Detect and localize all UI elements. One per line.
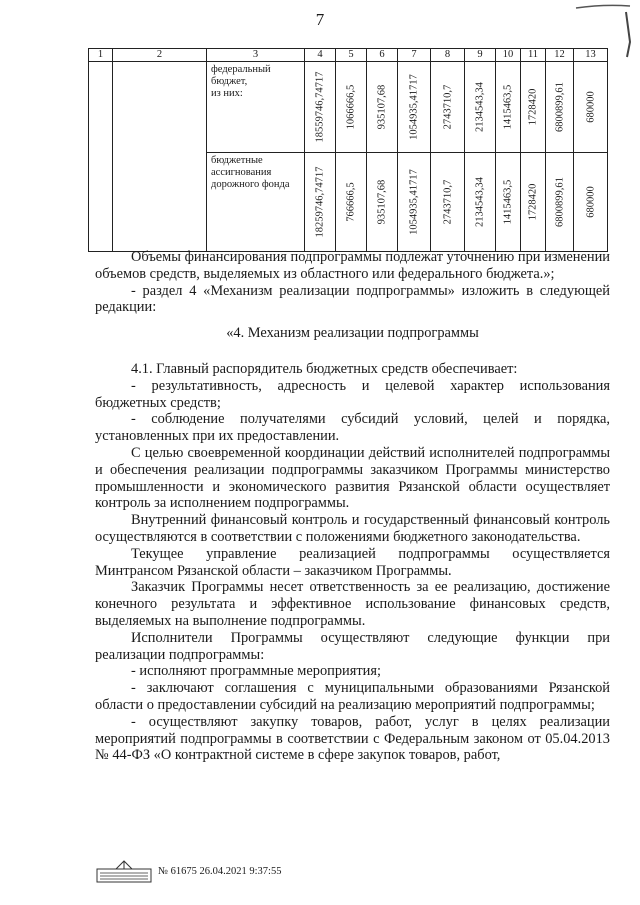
cell-value: 6800899,61 [554,82,565,132]
value-cell [465,153,496,252]
cell-value: 1415463,5 [502,84,514,130]
row-label [207,62,305,153]
column-number: 11 [521,49,546,62]
cell-value: 1728420 [527,183,539,221]
value-cell [546,62,574,153]
cell-value: 1415463,5 [502,179,514,225]
value-cell [574,153,608,252]
cell-value: 6800899,61 [554,177,565,227]
page-footer [96,859,426,885]
table-row [89,62,608,153]
value-cell [521,153,546,252]
paragraph: Объемы финансирования подпрограммы подлежат уточнению при изменении объемов средств, выделяемых из областного или федерального бюджета.»; [95,249,610,282]
column-number: 3 [207,49,305,62]
value-cell [496,153,521,252]
paragraph: - исполняют программные мероприятия; [131,663,381,680]
column-number: 13 [574,49,608,62]
column-number: 1 [89,49,113,62]
cell-value: 1728420 [527,88,539,126]
value-cell [574,62,608,153]
cell-value: 935107,68 [376,84,388,130]
value-cell [367,62,398,153]
value-cell [546,153,574,252]
paragraph: Текущее управление реализацией подпрограммы осуществляется Минтрансом Рязанской области – заказчиком Программы. [95,545,610,579]
table-header-row [89,49,608,62]
cell-value: 2134543,34 [474,82,486,132]
row-label-text: федеральный бюджет, из них: [211,64,271,99]
row-label [207,153,305,252]
document-body [95,249,610,764]
column-number: 8 [431,49,465,62]
paragraph: Внутренний финансовый контроль и государственный финансовый контроль осуществляются в соответствии с положениями бюджетного законодательства. [95,512,610,545]
cell-value: 2743710,7 [442,84,453,130]
cell-value: 935107,68 [376,179,388,225]
registration-number: № 61675 26.04.2021 9:37:55 [158,866,282,877]
empty-cell [89,62,113,252]
value-cell [336,62,367,153]
value-cell [367,153,398,252]
paragraph: - осуществляют закупку товаров, работ, услуг в целях реализации мероприятий подпрограммы в соответствии с Федеральным законом от 05.04.2013 № 44-ФЗ «О контрактной системе в сфере закупок товаров, работ, [95,713,610,764]
column-number: 9 [465,49,496,62]
cell-value: 2134543,34 [474,177,486,227]
value-cell [431,62,465,153]
column-number: 7 [398,49,431,62]
value-cell [465,62,496,153]
value-cell [496,62,521,153]
paragraph: - результативность, адресность и целевой характер использования бюджетных средств; [95,377,610,411]
government-stamp-icon [96,859,152,883]
value-cell [305,62,336,153]
paragraph: - соблюдение получателями субсидий условий, целей и порядка, установленных при их предоставлении. [95,411,610,445]
value-cell [398,153,431,252]
empty-cell [113,62,207,252]
cell-value: 18559746,74717 [314,71,326,143]
paragraph: 4.1. Главный распорядитель бюджетных средств обеспечивает: [131,360,518,377]
cell-value: 1054935,41717 [408,169,420,235]
value-cell [398,62,431,153]
page-number: 7 [315,10,325,29]
column-number: 6 [367,49,398,62]
column-number: 10 [496,49,521,62]
cell-value: 18259746,74717 [314,166,326,238]
cell-value: 1054935,41717 [408,74,420,140]
cell-value: 2743710,7 [442,179,453,225]
paragraph: С целью своевременной координации действий исполнителей подпрограммы и обеспечения реализации подпрограммы заказчиком Программы министерство промышленности и экономического развития Рязанской области осуществляет контроль за исполнением подпрограммы. [95,444,610,512]
paragraph: Исполнители Программы осуществляют следующие функции при реализации подпрограммы: [95,629,610,663]
cell-value: 766666,5 [345,182,357,222]
paragraph: - заключают соглашения с муниципальными образованиями Рязанской области о предоставлении субсидий на реализацию мероприятий подпрограммы; [95,680,610,713]
paragraph: - раздел 4 «Механизм реализации подпрограммы» изложить в следующей редакции: [95,282,610,316]
column-number: 5 [336,49,367,62]
value-cell [521,62,546,153]
column-number: 2 [113,49,207,62]
value-cell [336,153,367,252]
value-cell [431,153,465,252]
column-number: 12 [546,49,574,62]
cell-value: 680000 [585,186,596,218]
cell-value: 1066666,5 [345,84,357,130]
column-number: 4 [305,49,336,62]
cell-value: 680000 [585,91,596,123]
value-cell [305,153,336,252]
financing-table [88,48,608,252]
row-label-text: бюджетные ассигнования дорожного фонда [211,155,290,190]
paragraph: Заказчик Программы несет ответственность за ее реализацию, достижение конечного результата и эффективное использование финансовых средств, выделяемых на выполнение подпрограммы. [95,579,610,629]
section-heading: «4. Механизм реализации подпрограммы [226,325,479,342]
